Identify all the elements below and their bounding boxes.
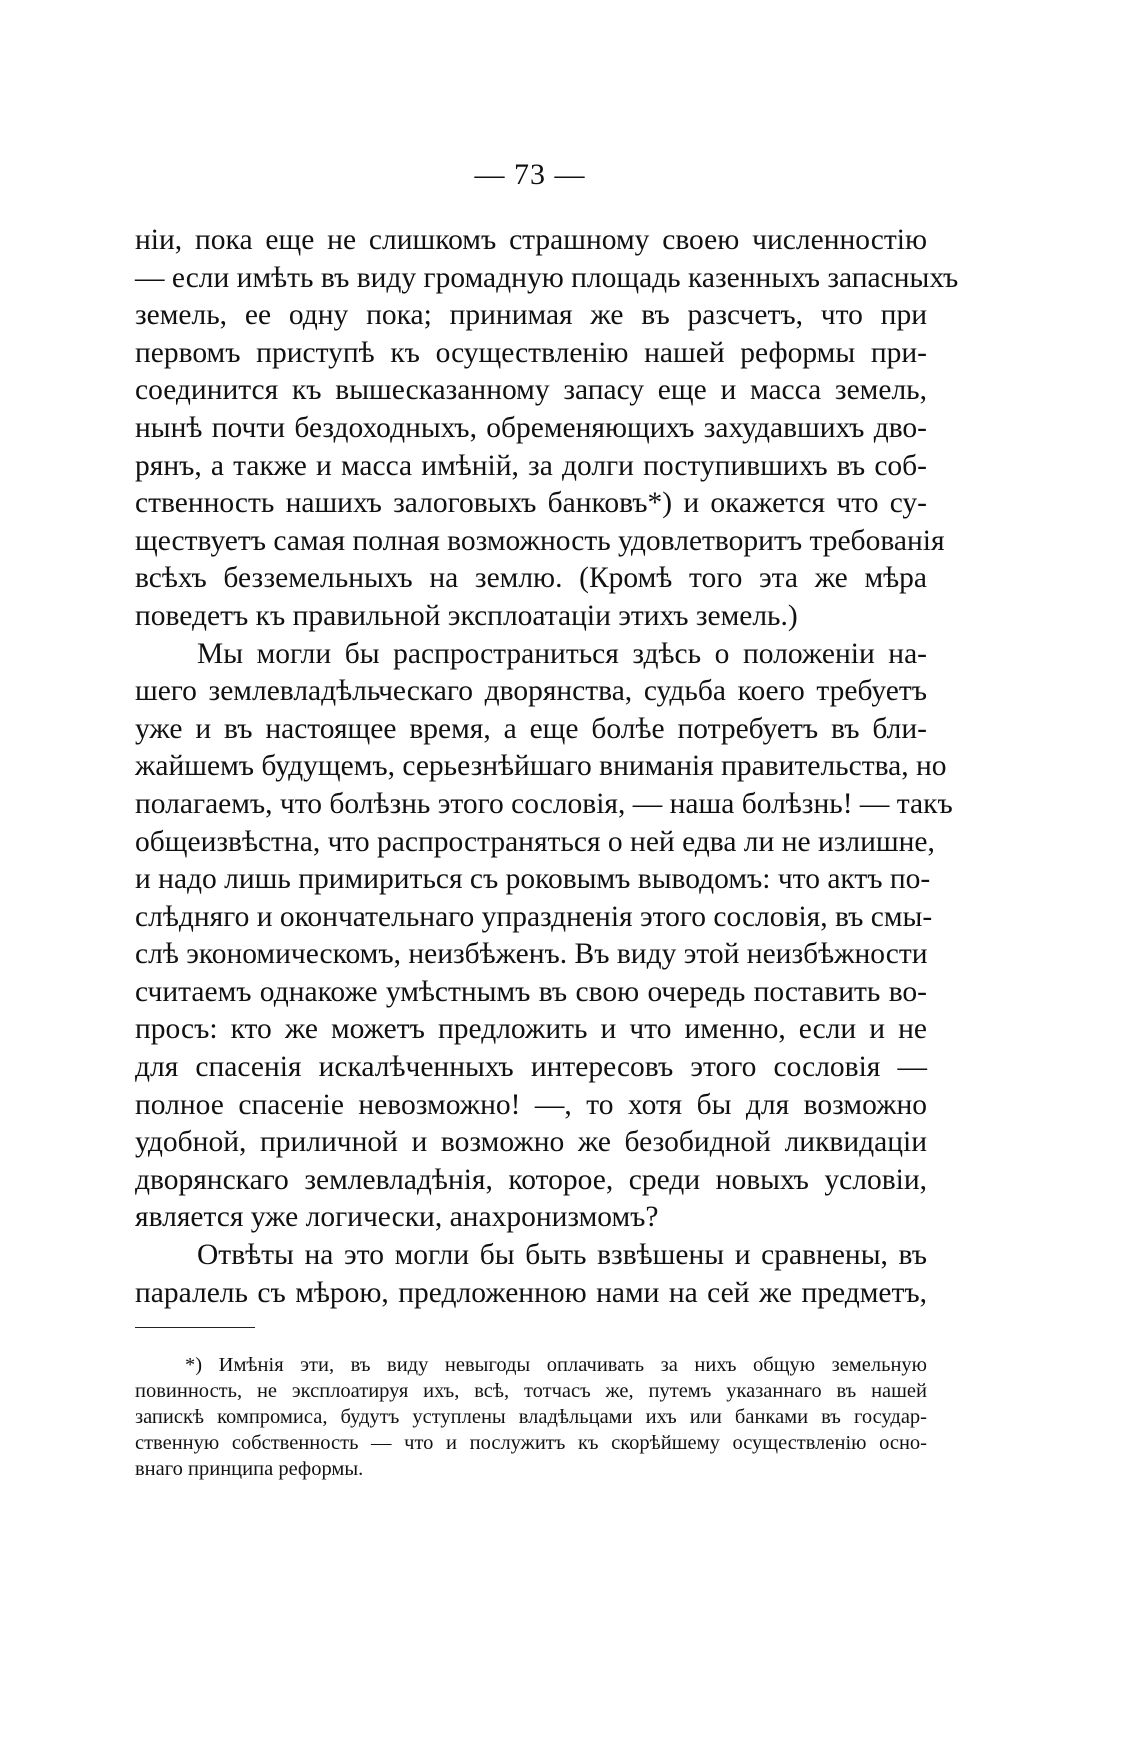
text-line: ществуетъ самая полная возможность удовлетворитъ требованія bbox=[135, 524, 945, 557]
footnote-line: запискѣ компромиса, будутъ уступлены владѣльцами ихъ или банками въ государ- bbox=[135, 1406, 927, 1428]
text-line: всѣхъ безземельныхъ на землю. (Кромѣ того эта же мѣра bbox=[135, 562, 927, 595]
footnote-line: *) Имѣнія эти, въ виду невыгоды оплачивать за нихъ общую земельную bbox=[185, 1354, 927, 1376]
text-line: полное спасеніе невозможно! —, то хотя бы для возможно bbox=[135, 1088, 927, 1121]
text-line: нынѣ почти бездоходныхъ, обременяющихъ захудавшихъ дво- bbox=[135, 411, 927, 444]
text-line: уже и въ настоящее время, а еще болѣе потребуетъ въ бли- bbox=[135, 712, 927, 745]
text-line: слѣ экономическомъ, неизбѣженъ. Въ виду этой неизбѣжности bbox=[135, 938, 928, 971]
text-line: рянъ, а также и масса имѣній, за долги поступившихъ въ соб- bbox=[135, 449, 927, 482]
text-line: просъ: кто же можетъ предложить и что именно, если и не bbox=[135, 1013, 927, 1046]
footnote-divider bbox=[135, 1327, 255, 1328]
page-number: — 73 — bbox=[474, 158, 586, 191]
text-line: удобной, приличной и возможно же безобидной ликвидаціи bbox=[135, 1126, 927, 1159]
footnote bbox=[135, 1352, 927, 1482]
text-line: первомъ приступѣ къ осуществленію нашей реформы при- bbox=[135, 336, 927, 369]
text-line: считаемъ однакоже умѣстнымъ въ свою очередь поставить во- bbox=[135, 975, 927, 1008]
text-line: соединится къ вышесказанному запасу еще и масса земель, bbox=[135, 374, 927, 407]
text-line: ніи, пока еще не слишкомъ страшному своею численностію bbox=[135, 224, 927, 256]
text-line: паралель съ мѣрою, предложенною нами на сей же предметъ, bbox=[135, 1276, 927, 1309]
text-line: жайшемъ будущемъ, серьезнѣйшаго вниманія правительства, но bbox=[135, 750, 947, 783]
text-line: общеизвѣстна, что распространяться о ней едва ли не излишне, bbox=[135, 825, 935, 858]
footnote-line: ственную собственность — что и послужитъ къ скорѣйшему осуществленію осно- bbox=[135, 1432, 927, 1454]
footnote-line: повинность, не эксплоатируя ихъ, всѣ, тотчасъ же, путемъ указаннаго въ нашей bbox=[135, 1380, 927, 1402]
text-line: для спасенія искалѣченныхъ интересовъ этого сословія — bbox=[135, 1051, 927, 1084]
body-text bbox=[135, 222, 959, 1312]
text-line: шего землевладѣльческаго дворянства, судьба коего требуетъ bbox=[135, 675, 927, 708]
text-line: земель, ее одну пока; принимая же въ разсчетъ, что при bbox=[135, 299, 927, 332]
text-line: и надо лишь примириться съ роковымъ выводомъ: что актъ по- bbox=[135, 863, 931, 896]
text-line: поведетъ къ правильной эксплоатаціи этихъ земель.) bbox=[135, 599, 798, 632]
text-line: ственность нашихъ залоговыхъ банковъ*) и окажется что су- bbox=[135, 487, 927, 520]
text-line: — если имѣть въ виду громадную площадь казенныхъ запасныхъ bbox=[135, 261, 959, 294]
footnote-line: внаго принципа реформы. bbox=[135, 1458, 364, 1480]
text-line: слѣдняго и окончательнаго упраздненія этого сословія, въ смы- bbox=[135, 900, 933, 933]
text-line: является уже логически, анахронизмомъ? bbox=[135, 1201, 659, 1234]
text-line: Отвѣты на это могли бы быть взвѣшены и сравнены, въ bbox=[197, 1239, 927, 1272]
text-line: Мы могли бы распространиться здѣсь о положеніи на- bbox=[197, 637, 927, 670]
text-line: полагаемъ, что болѣзнь этого сословія, — наша болѣзнь! — такъ bbox=[135, 787, 953, 820]
text-line: дворянскаго землевладѣнія, которое, среди новыхъ условіи, bbox=[135, 1163, 927, 1196]
